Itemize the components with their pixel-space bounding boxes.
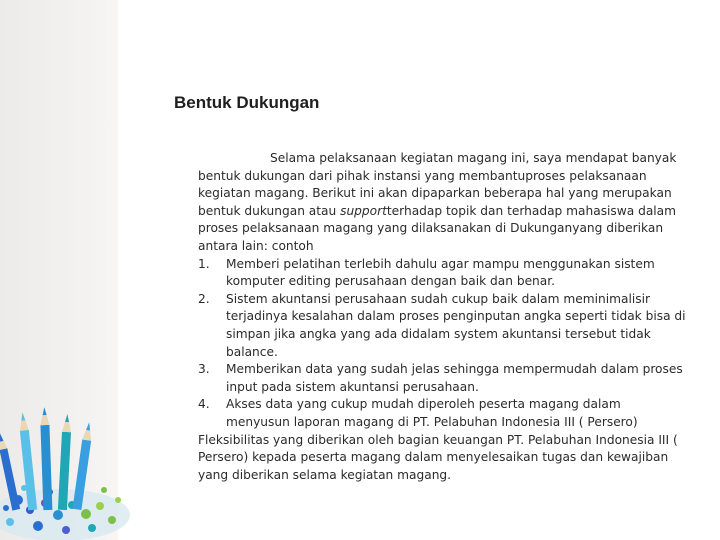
intro-italic-word: support	[340, 203, 387, 218]
slide-title: Bentuk Dukungan	[174, 93, 320, 112]
slide-body	[198, 150, 688, 484]
colored-pencils-illustration	[0, 0, 130, 540]
list-item	[198, 291, 688, 361]
pencils	[0, 407, 94, 511]
list-item-number: 4.	[198, 397, 210, 412]
support-list	[198, 256, 688, 432]
closing-paragraph: Fleksibilitas yang diberikan oleh bagian keuangan PT. Pelabuhan Indonesia III ( Persero) kepada peserta magang dalam menyelesaikan tugas dan kewajiban yang diberikan selama kegiatan magang.	[198, 432, 678, 482]
list-item	[198, 256, 688, 291]
list-item-number: 3.	[198, 362, 210, 377]
intro-paragraph	[198, 150, 688, 256]
list-item-number: 1.	[198, 256, 210, 271]
list-item-text: Sistem akuntansi perusahaan sudah cukup baik dalam meminimalisir terjadinya kesalahan dalam proses penginputan angka seperti tidak bisa di simpan jika angka yang ada didalam system akuntansi tersebut tidak balance.	[226, 291, 686, 359]
intro-text-part1: Selama pelaksanaan kegiatan magang ini, saya mendapat banyak bentuk dukungan dari pihak instansi yang membantuproses pelaksanaan kegiatan magang. Berikut ini akan dipaparkan beberapa hal yang merupakan bentuk dukungan atau	[198, 151, 677, 218]
intro-text-part2: terhadap topik dan terhadap mahasiswa dalam proses pelaksanaan magang yang dilaksanakan di Dukunganyang diberikan antara lain: contoh	[198, 203, 677, 253]
list-item	[198, 396, 688, 431]
list-item-number: 2.	[198, 291, 210, 306]
list-item-text: Akses data yang cukup mudah diperoleh peserta magang dalam menyusun laporan magang di PT. Pelabuhan Indonesia III ( Persero)	[226, 397, 638, 429]
list-item-text: Memberikan data yang sudah jelas sehingga mempermudah dalam proses input pada sistem akuntansi perusahaan.	[226, 362, 683, 394]
list-item-text: Memberi pelatihan terlebih dahulu agar mampu menggunakan sistem komputer editing perusahaan dengan baik dan benar.	[226, 256, 655, 289]
list-item	[198, 361, 688, 396]
